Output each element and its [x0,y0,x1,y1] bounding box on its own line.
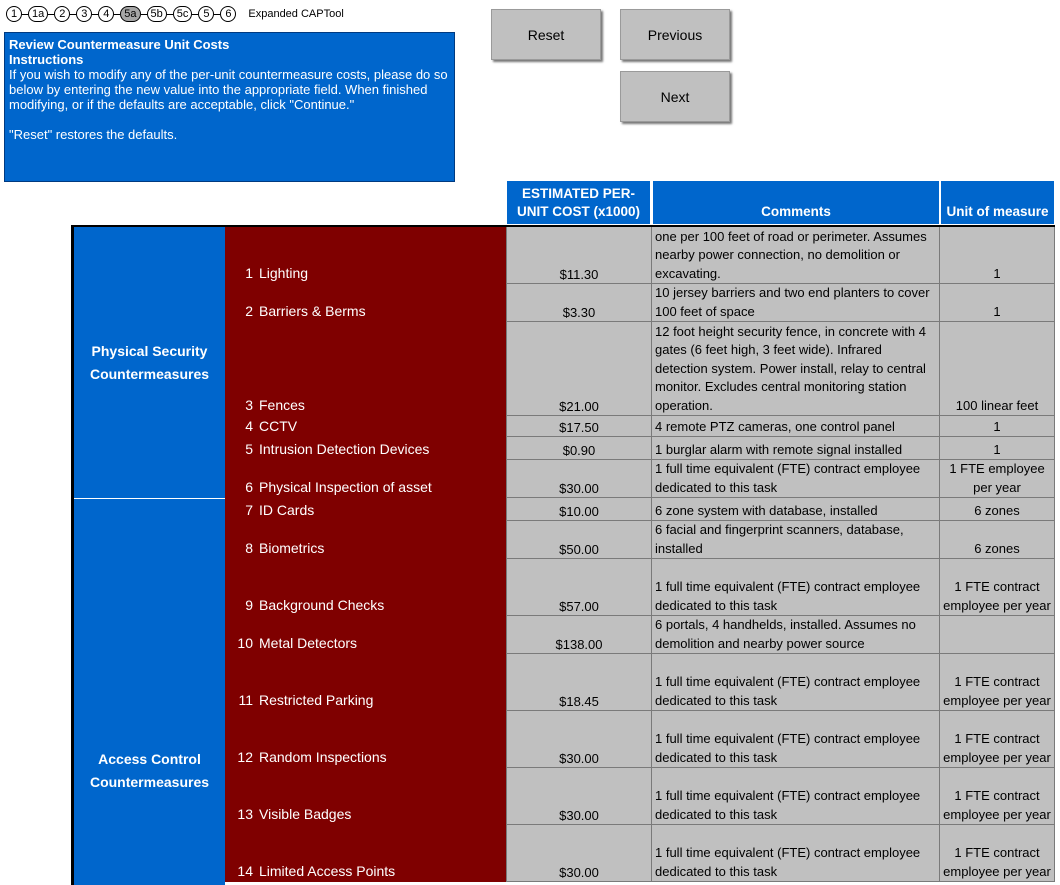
row-number: 10 [237,635,253,651]
row-label: Barriers & Berms [259,303,366,319]
group-physical-label: Physical Security Countermeasures [89,342,210,382]
row-comment: 1 full time equivalent (FTE) contract employee dedicated to this task [652,654,940,711]
table-row [225,498,1055,521]
row-number: 5 [245,441,253,457]
table-row [225,825,1055,882]
table-row [225,284,1055,322]
row-number: 6 [245,479,253,495]
step-3[interactable]: 3 [76,6,92,22]
instructions-subtitle: Instructions [9,52,84,67]
row-label: ID Cards [259,502,315,518]
step-connector [141,14,147,15]
instructions-title: Review Countermeasure Unit Costs [9,37,230,52]
row-unit: 1 FTE contract employee per year [940,559,1055,616]
row-name [225,616,506,654]
header-unit-of-measure: Unit of measure [940,180,1055,225]
step-1a[interactable]: 1a [28,6,48,22]
row-label: Random Inspections [259,749,387,765]
row-name [225,416,506,437]
row-label: Limited Access Points [259,863,396,879]
table-row [225,460,1055,498]
row-name [225,460,506,498]
row-unit: 1 FTE contract employee per year [940,768,1055,825]
row-label: Visible Badges [259,806,352,822]
row-label: Fences [259,397,305,413]
row-unit: 1 [940,416,1055,437]
row-comment: 4 remote PTZ cameras, one control panel [652,416,940,437]
cost-input[interactable]: $57.00 [506,559,652,616]
table-row [225,559,1055,616]
table-row [225,227,1055,284]
row-name [225,825,506,882]
cost-input[interactable]: $21.00 [506,322,652,416]
step-2[interactable]: 2 [54,6,70,22]
row-unit: 6 zones [940,521,1055,559]
table-row [225,416,1055,437]
row-unit: 1 [940,227,1055,284]
row-name [225,322,506,416]
row-comment: 12 foot height security fence, in concrete with 4 gates (6 feet high, 3 feet wide). Infrared detection system. Power install, relay to central monitor. Excludes central monitoring station operation. [652,322,940,416]
step-6[interactable]: 6 [220,6,236,22]
row-name [225,711,506,768]
step-1[interactable]: 1 [6,6,22,22]
cost-input[interactable]: $30.00 [506,825,652,882]
cost-input[interactable]: $50.00 [506,521,652,559]
row-name [225,559,506,616]
row-label: Physical Inspection of asset [259,479,432,495]
row-number: 12 [237,749,253,765]
row-name [225,768,506,825]
instructions-note: "Reset" restores the defaults. [9,127,178,142]
cost-input[interactable]: $11.30 [506,227,652,284]
row-name [225,437,506,460]
cost-input[interactable]: $30.00 [506,768,652,825]
step-connector [167,14,173,15]
group-physical-security [74,227,225,498]
row-comment: one per 100 feet of road or perimeter. Assumes nearby power connection, no demolition or excavating. [652,227,940,284]
row-comment: 10 jersey barriers and two end planters to cover 100 feet of space [652,284,940,322]
instructions-body: If you wish to modify any of the per-unit countermeasure costs, please do so below by entering the new value into the appropriate field. When finished modifying, or if the defaults are acceptable, click "Continue." [9,67,448,112]
row-label: Metal Detectors [259,635,358,651]
row-comment: 6 zone system with database, installed [652,498,940,521]
row-unit: 1 FTE contract employee per year [940,825,1055,882]
table-row [225,521,1055,559]
row-name [225,654,506,711]
step-navigation [6,6,344,22]
table-row [225,322,1055,416]
row-unit: 100 linear feet [940,322,1055,416]
cost-input[interactable]: $17.50 [506,416,652,437]
row-unit [940,616,1055,654]
row-comment: 1 full time equivalent (FTE) contract employee dedicated to this task [652,825,940,882]
row-unit: 1 [940,437,1055,460]
cost-input[interactable]: $10.00 [506,498,652,521]
table-row [225,711,1055,768]
cost-input[interactable]: $138.00 [506,616,652,654]
step-5b[interactable]: 5b [147,6,167,22]
reset-button[interactable]: Reset [491,9,601,60]
row-number: 9 [245,597,253,613]
table-row [225,437,1055,460]
row-name [225,498,506,521]
row-number: 2 [245,303,253,319]
row-name [225,521,506,559]
row-label: Restricted Parking [259,692,374,708]
group-access-control [74,499,225,885]
row-comment: 1 full time equivalent (FTE) contract employee dedicated to this task [652,460,940,498]
header-comments: Comments [652,180,940,225]
row-number: 4 [245,418,253,434]
cost-input[interactable]: $30.00 [506,711,652,768]
step-5a-current[interactable]: 5a [120,6,140,22]
row-unit: 1 [940,284,1055,322]
cost-input[interactable]: $0.90 [506,437,652,460]
header-estimated-cost: ESTIMATED PER-UNIT COST (x1000) [506,180,651,225]
row-number: 13 [237,806,253,822]
group-access-label: Access Control Countermeasures [89,751,210,790]
row-comment: 1 full time equivalent (FTE) contract employee dedicated to this task [652,768,940,825]
row-number: 3 [245,397,253,413]
row-number: 1 [245,265,253,281]
table-row [225,768,1055,825]
row-number: 8 [245,540,253,556]
row-number: 11 [238,692,253,708]
cost-input[interactable]: $30.00 [506,460,652,498]
table-row [225,616,1055,654]
instructions-panel [4,32,455,182]
row-comment: 1 burglar alarm with remote signal installed [652,437,940,460]
row-comment: 6 portals, 4 handhelds, installed. Assumes no demolition and nearby power source [652,616,940,654]
app-title: Expanded CAPTool [248,8,344,20]
row-comment: 1 full time equivalent (FTE) contract employee dedicated to this task [652,559,940,616]
step-5c[interactable]: 5c [173,6,193,22]
row-comment: 1 full time equivalent (FTE) contract employee dedicated to this task [652,711,940,768]
row-label: Intrusion Detection Devices [259,441,430,457]
step-4[interactable]: 4 [98,6,114,22]
row-unit: 1 FTE contract employee per year [940,711,1055,768]
row-name [225,227,506,284]
row-unit: 6 zones [940,498,1055,521]
row-number: 7 [245,502,253,518]
row-comment: 6 facial and fingerprint scanners, database, installed [652,521,940,559]
row-number: 14 [237,863,253,879]
next-button[interactable]: Next [620,71,730,122]
row-label: Background Checks [259,597,385,613]
step-5[interactable]: 5 [198,6,214,22]
row-unit: 1 FTE contract employee per year [940,654,1055,711]
cost-input[interactable]: $18.45 [506,654,652,711]
row-label: CCTV [259,418,298,434]
row-name [225,284,506,322]
row-label: Biometrics [259,540,325,556]
table-row [225,654,1055,711]
row-label: Lighting [259,265,309,281]
cost-input[interactable]: $3.30 [506,284,652,322]
row-unit: 1 FTE employee per year [940,460,1055,498]
previous-button[interactable]: Previous [620,9,730,60]
